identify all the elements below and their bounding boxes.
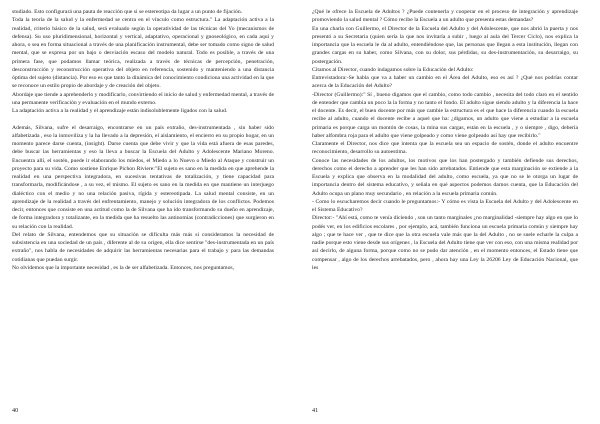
left-page-text: [12, 8, 274, 404]
paragraph: Abordaje que tiende a aprehenderlo y modificarlo, convirtiendo el inicio de salud y enfermedad mental, a través de una permanente verificación y evaluación en el mundo externo.: [12, 91, 274, 106]
paragraph: ¿Qué le ofrece la Escuela de Adultos ? ¿Puede contenerla y cooperar en el proceso de integración y aprendizaje promoviendo la salud mental ? Cómo recibe la Escuela a un adulto que presenta estas demandas?: [312, 9, 578, 24]
paragraph: Claramente el Director, nos dice que intenta que la escuela sea un espacio de sostén, donde el adulto encuentre reconocimiento, desarrollo su autoestima.: [312, 141, 578, 156]
paragraph: Del relato de Silvana, entendemos que su situación se dificulta más más si consideramos la necesidad de subsistencia en una sociedad de un país , diferente al de su origen, ella dice sentirse "des-instrumentada en un país extraño", nos habla de necesidades de adquirir las herramientas necesarias para el trabajo y para las demandas cotidianas que puedan surgir.: [12, 231, 274, 263]
paragraph: -Director (Guillermo):" Sí , bueno digamos que el cambio, como todo cambio , necesita del todo claro en el sentido de entender que cambia un poco la la forma y no tanto el fondo. El adulto sigue siendo adulto y la diferencia la hace el docente. Es decir, el buen docente por más que cambie la estructura es el que hace la diferencia cuando la escuela recibe al adulto, cuando el docente recibe a aquel que ha: ¿digamos, un adulto que viene a estudiar a la escuela primaria es porque carga un montón de cosas, la mina sus cargas, están en la escuela , y o siempre , digo, debería haber alfombra roja para el adulto que viene golpeado y como viene golpeado así hay que recibirlo.": [312, 91, 578, 139]
page-number: 40: [12, 407, 19, 414]
page-number: 41: [312, 407, 319, 414]
paragraph: Conoce las necesidades de los adultos, los motivos que los han postergado y también defiende sus derechos, derechos como el derecho a aprender que les han sido arrebatados. Entiende que esta marginación se extiende a la Escuela y explica que observa en la modalidad del adulto, como escuela, ya que no se le otorga un lugar de importancia dentro del sistema educativo, y señala en qué aspectos podemos darnos cuenta, que la Educación del Adulto ocupa un plano muy secundario , en relación a la escuela primaria común.: [312, 157, 578, 197]
paragraph: studiado. Esto configurará una pauta de reacción que si se estereotipa da lugar a un punto de fijación.: [12, 9, 243, 15]
paragraph: Además, Silvana, sufre el desarraigo, encontrarse en un país extraño, des-instrumentada , sin haber sido alfabetizada , eso la inmoviliza y la ha llevado a la depresión, el aislamiento, el encierro en su propio hogar, en un momento parece darse cuenta, (insight). Darse cuenta que debe vivir y que la vida está afuera de esas paredes, debe buscar las herramientas y eso la lleva a buscar la Escuela del Adulto y Adolescente Mariano Moreno. Encuentra allí, el sostén, puede ir elaborando los miedos, el Miedo a lo Nuevo o Miedo al Ataque y construir un proyecto para su vida. Como sostiene Enrique Pichon Riviere:"El sujeto es sano en la medida en que aprehende la realidad en una perspectiva integradora, en sucesivas tentativas de totalización, y tiene capacidad para transformarla, modificándose , a su vez, el mismo. El sujeto es sano en la medida en que mantiene un interjuego dialéctico con el medio y no una relación pasiva, rígida y estereotipada. La salud mental consiste, en un aprendizaje de la realidad a través del enfrentamiento, manejo y solución integradora de los conflictos. Podemos decir, entonces que consiste en una actitud como la de Silvana que ha ido transformando su dueño en aprendizaje, de forma integradora y totalizante, en la medida que ha resuelto las antinomias (contradicciones) que surgieron en su relación con la realidad.: [12, 124, 274, 230]
paragraph: - Como lo escucharemos decir cuando le preguntamos:- Y cómo es vista la Escuela del Adulto y del Adolescente en el Sistema Educativo?: [312, 198, 578, 213]
paragraph: La adaptación activa a la realidad y el aprendizaje están indisolublemente ligados con la salud.: [12, 108, 228, 114]
paragraph: Director:- "Ahí está, como te venía diciendo , son un tanto marginales ¿no marginalidad -siempre hay algo en que lo podés ver, en los edificios escolares , por ejemplo, acá, también funciona un escuela primaria común y siempre hay algo ; que te hace ver , que te dice que la otra escuela vale más que la del Adulto , no se suele echarle la culpa a nadie porque esto viene desde sus orígenes , la Escuela del Adulto tiene que ver con eso, con una misma realidad por así decirlo, de alguna forma, porque como no se pudo dar atención , en el momento entonces, el Estado tiene que compensar , algo de los derechos arrebatados, pero , ahora hay una Ley la 26206 Ley de Educación Nacional, que les: [312, 215, 578, 271]
paragraph: No olvidemos que la importante necesidad , es la de ser alfabetizada. Entonces, nos preguntamos,: [12, 264, 235, 271]
right-page: [300, 0, 600, 424]
paragraph: En una charla con Guillermo, el Director de la Escuela del Adulto y del Adolescente, que nos abrió la puerta y nos presentó a su Secretaria (quien sería la que nos invitaría a subir , luego al aula del Tercer Ciclo), nos explica la importancia que la escuela le da al adulto, entendiéndose que, las personas que llegan a esta institución, llegan con grandes cargas en su haber, como Silvana, con su dolor, sus pérdidas, su des-instrumentación, su desarraigo, su postergación.: [312, 25, 578, 65]
paragraph: Toda la teoría de la salud y la enfermedad se centra en el vínculo como estructura." La adaptación activa a la realidad, criterio básico de la salud, será evaluado según la operatividad de las técnicas del Yo (mecanismos de defensa). Su uso pluridimensional, horizontal y vertical, adaptativo, operacional y gnoseológico, en cada aquí y ahora, o sea en forma situacional a través de una planificación instrumental, debe ser tomado como signo de salud mental, que se expresa por un bajo o desviación escaso del modelo natural. Todo es posible, a través de una primera fase, que podamos llamar teórica, realizada a través de técnicas de percepción, penetración, desconstrucción y reconstrucción operativa del objeto en referencia, sostenido y manteniendo a una distancia óptima del sujeto (distancia). Por eso es que tanto la dinámica del conocimiento condiciona una actividad en la que se reconoce un estilo propio de abordaje y de creación del objeto.: [12, 17, 274, 90]
right-page-text: [312, 8, 578, 404]
paragraph: Entrevistadora:-Se habla que va a haber un cambio en el Área del Adulto, eso es así ? ¿Qué nos podrías contar acerca de la Educación del Adulto?: [312, 75, 578, 90]
paragraph: Citamos al Director, cuando indagamos sobre la Educación del Adulto:: [312, 66, 474, 73]
